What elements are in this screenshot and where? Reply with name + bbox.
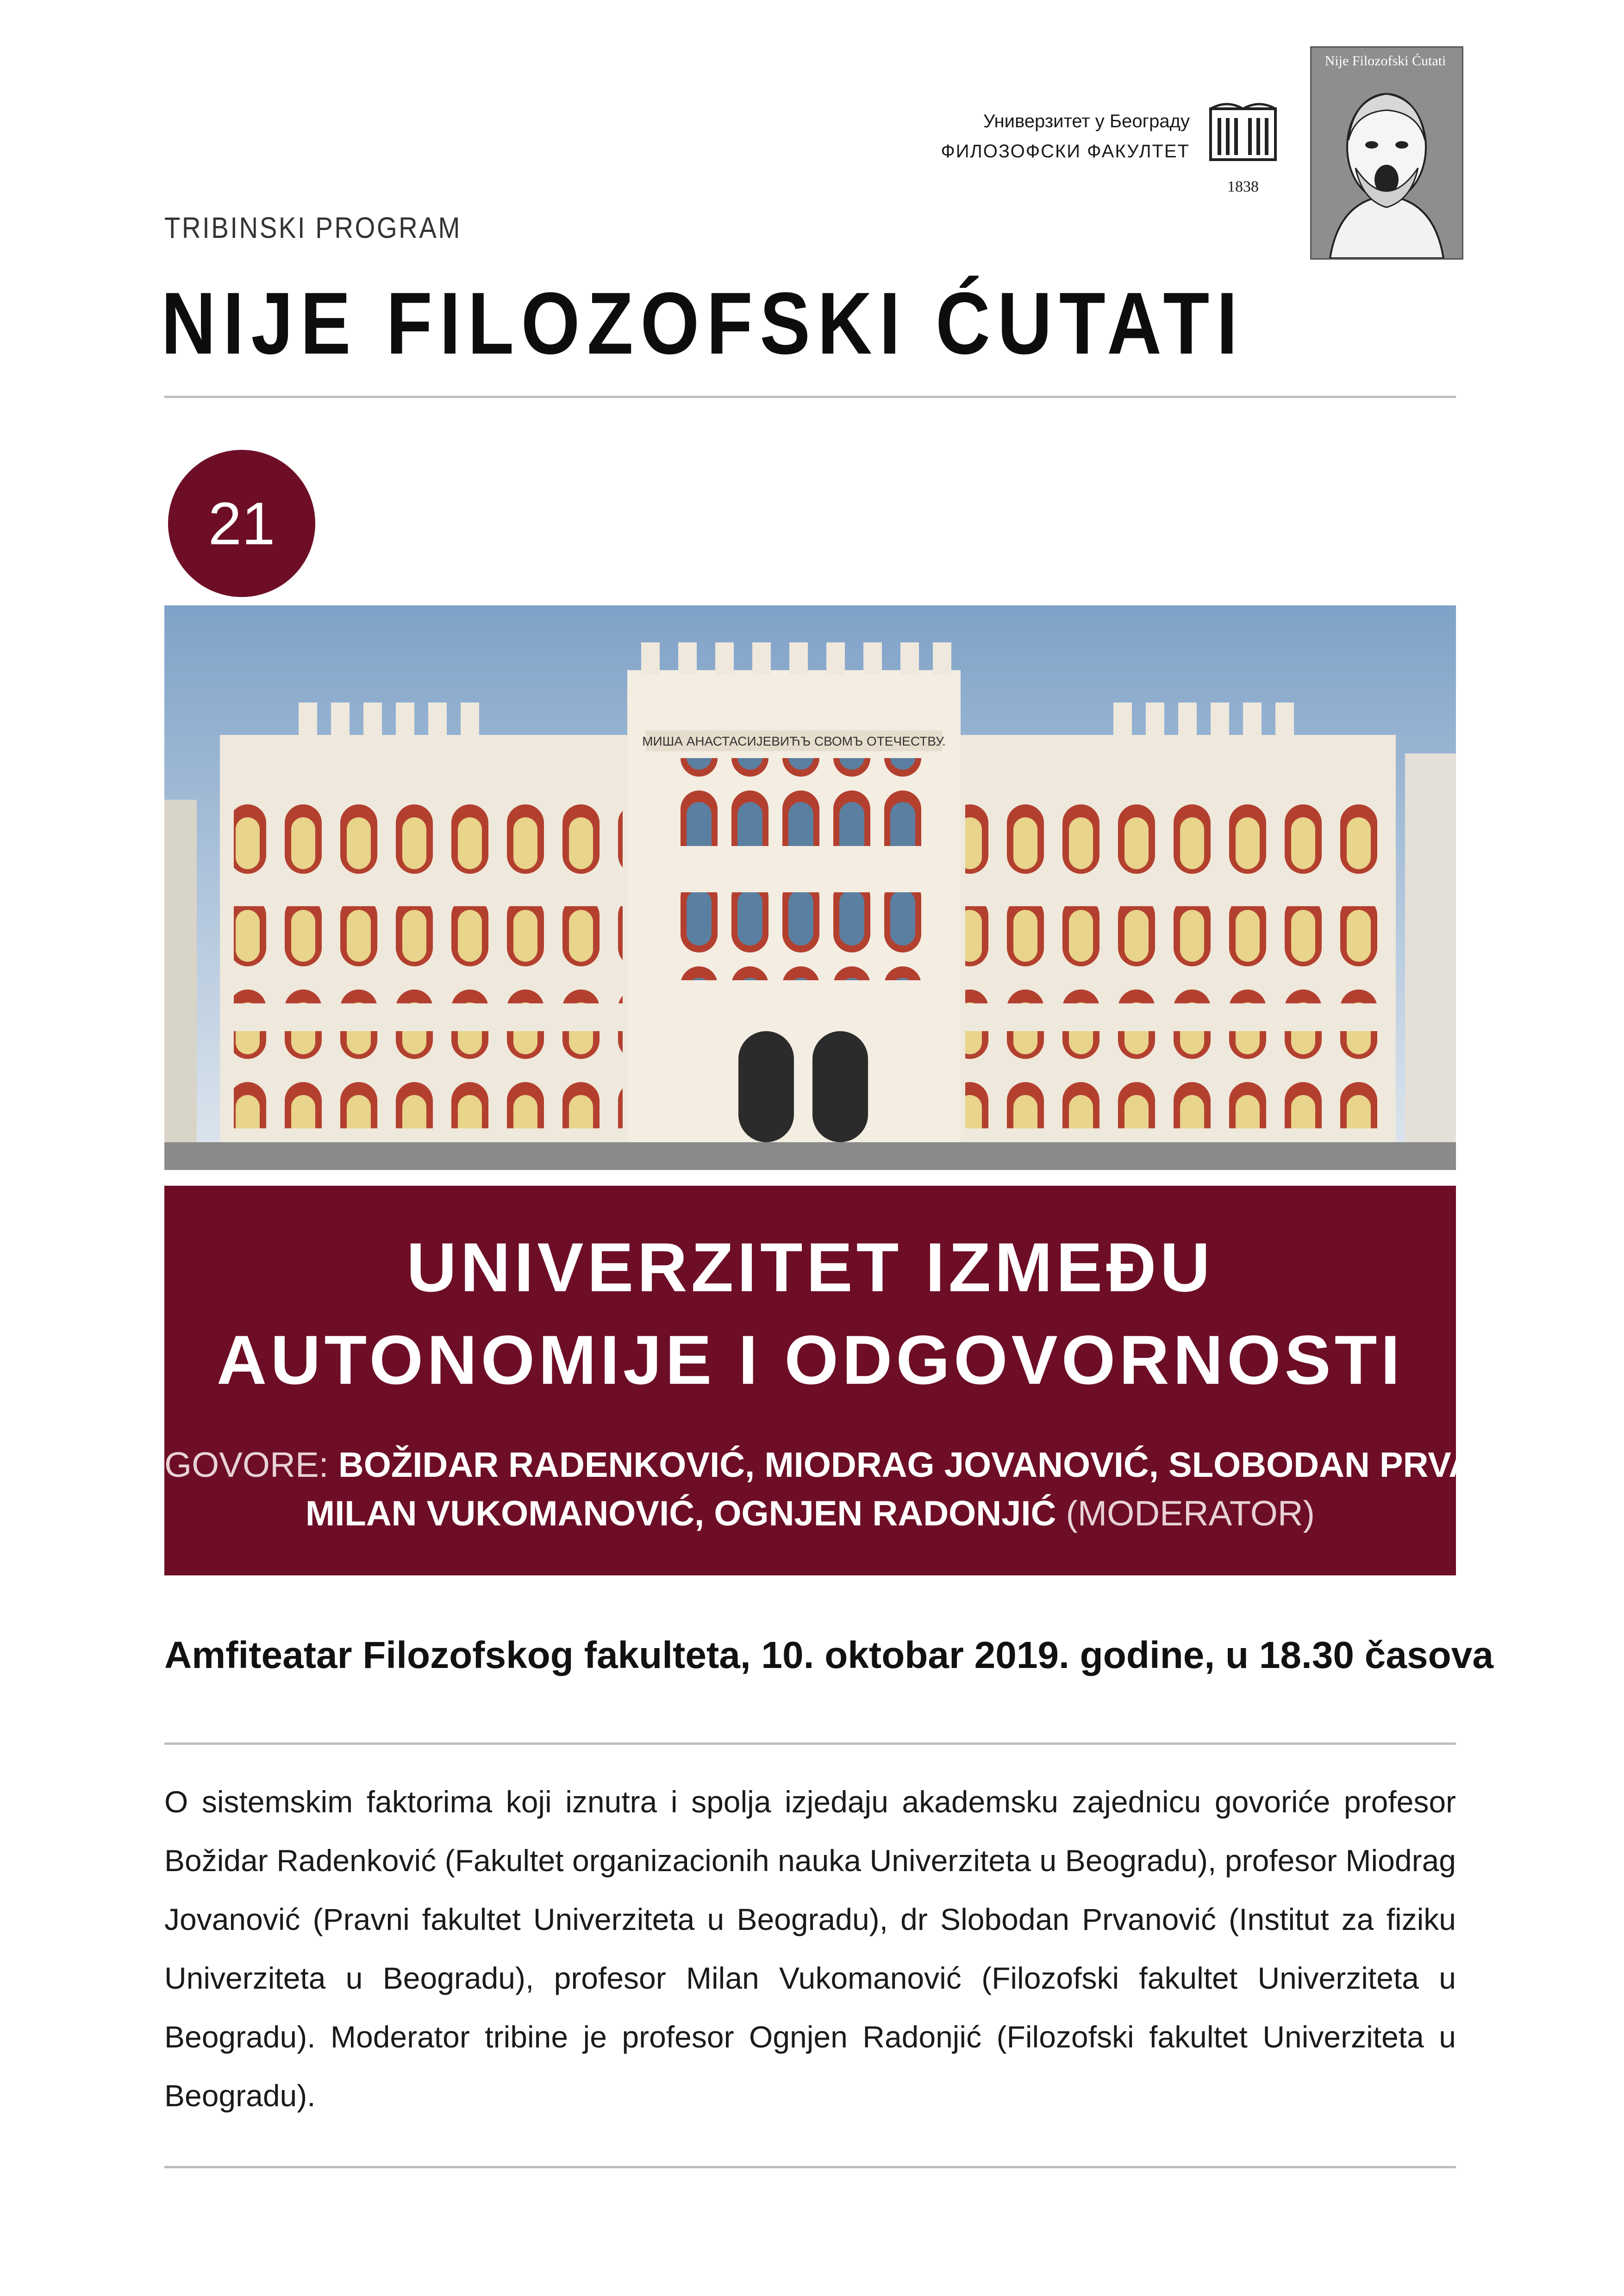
event-description: O sistemskim faktorima koji iznutra i spolja izjedaju akademsku zajednicu govoriće profesor Božidar Radenković (Fakultet organizacionih nauka Univerziteta u Beogradu), profesor Miodrag Jovanović (Pravni fakultet Univerziteta u Beogradu), dr Slobodan Prvanović (Institut za fiziku Univerziteta u Beogradu), profesor Milan Vukomanović (Filozofski fakultet Univerziteta u Beogradu). Moderator tribine je profesor Ognjen Radonjić (Filozofski fakultet Univerziteta u Beogradu). [164,1785,1456,2113]
divider-top [164,396,1456,398]
speakers-names-1: BOŽIDAR RADENKOVIĆ, MIODRAG JOVANOVIĆ, SLOBODAN PRVANOVIĆ, [338,1445,1595,1485]
aristotle-bust-icon [1312,48,1462,258]
faculty-name: ФИЛОЗОФСКИ ФАКУЛТЕТ [941,141,1190,162]
aristotle-emblem [1310,46,1463,260]
building-illustration [164,605,1456,1170]
speakers-line-2 [164,1493,1456,1534]
moderator-label: (MODERATOR) [1066,1494,1315,1533]
divider-middle [164,1742,1456,1745]
faculty-year: 1838 [1227,178,1259,195]
emblem-label: Nije Filozofski Ćutati [1324,53,1446,68]
university-name: Универзитет у Београду [983,111,1190,131]
speakers-line-1 [164,1445,1595,1485]
facade-inscription: МИША АНАСТАСИЈЕВИЋЪ СВОМЪ ОТЕЧЕСТВУ. [642,734,946,748]
divider-bottom [164,2166,1456,2168]
event-title-line-2: AUTONOMIJE I ODGOVORNOSTI [216,1321,1404,1399]
issue-number-badge [168,450,315,597]
event-venue: Amfiteatar Filozofskog fakulteta, 10. oktobar 2019. godine, u 18.30 časova [164,1634,1493,1676]
page-title: NIJE FILOZOFSKI ĆUTATI [161,274,1245,373]
faculty-building-icon [1208,100,1278,169]
program-label: TRIBINSKI PROGRAM [164,211,462,244]
issue-number: 21 [208,490,275,557]
speakers-label: GOVORE: [164,1445,329,1485]
building-photo [164,605,1456,1170]
speakers-names-2: MILAN VUKOMANOVIĆ, OGNJEN RADONJIĆ [305,1494,1056,1533]
event-banner [164,1186,1595,1575]
event-title-line-1: UNIVERZITET IZMEĐU [406,1228,1214,1306]
